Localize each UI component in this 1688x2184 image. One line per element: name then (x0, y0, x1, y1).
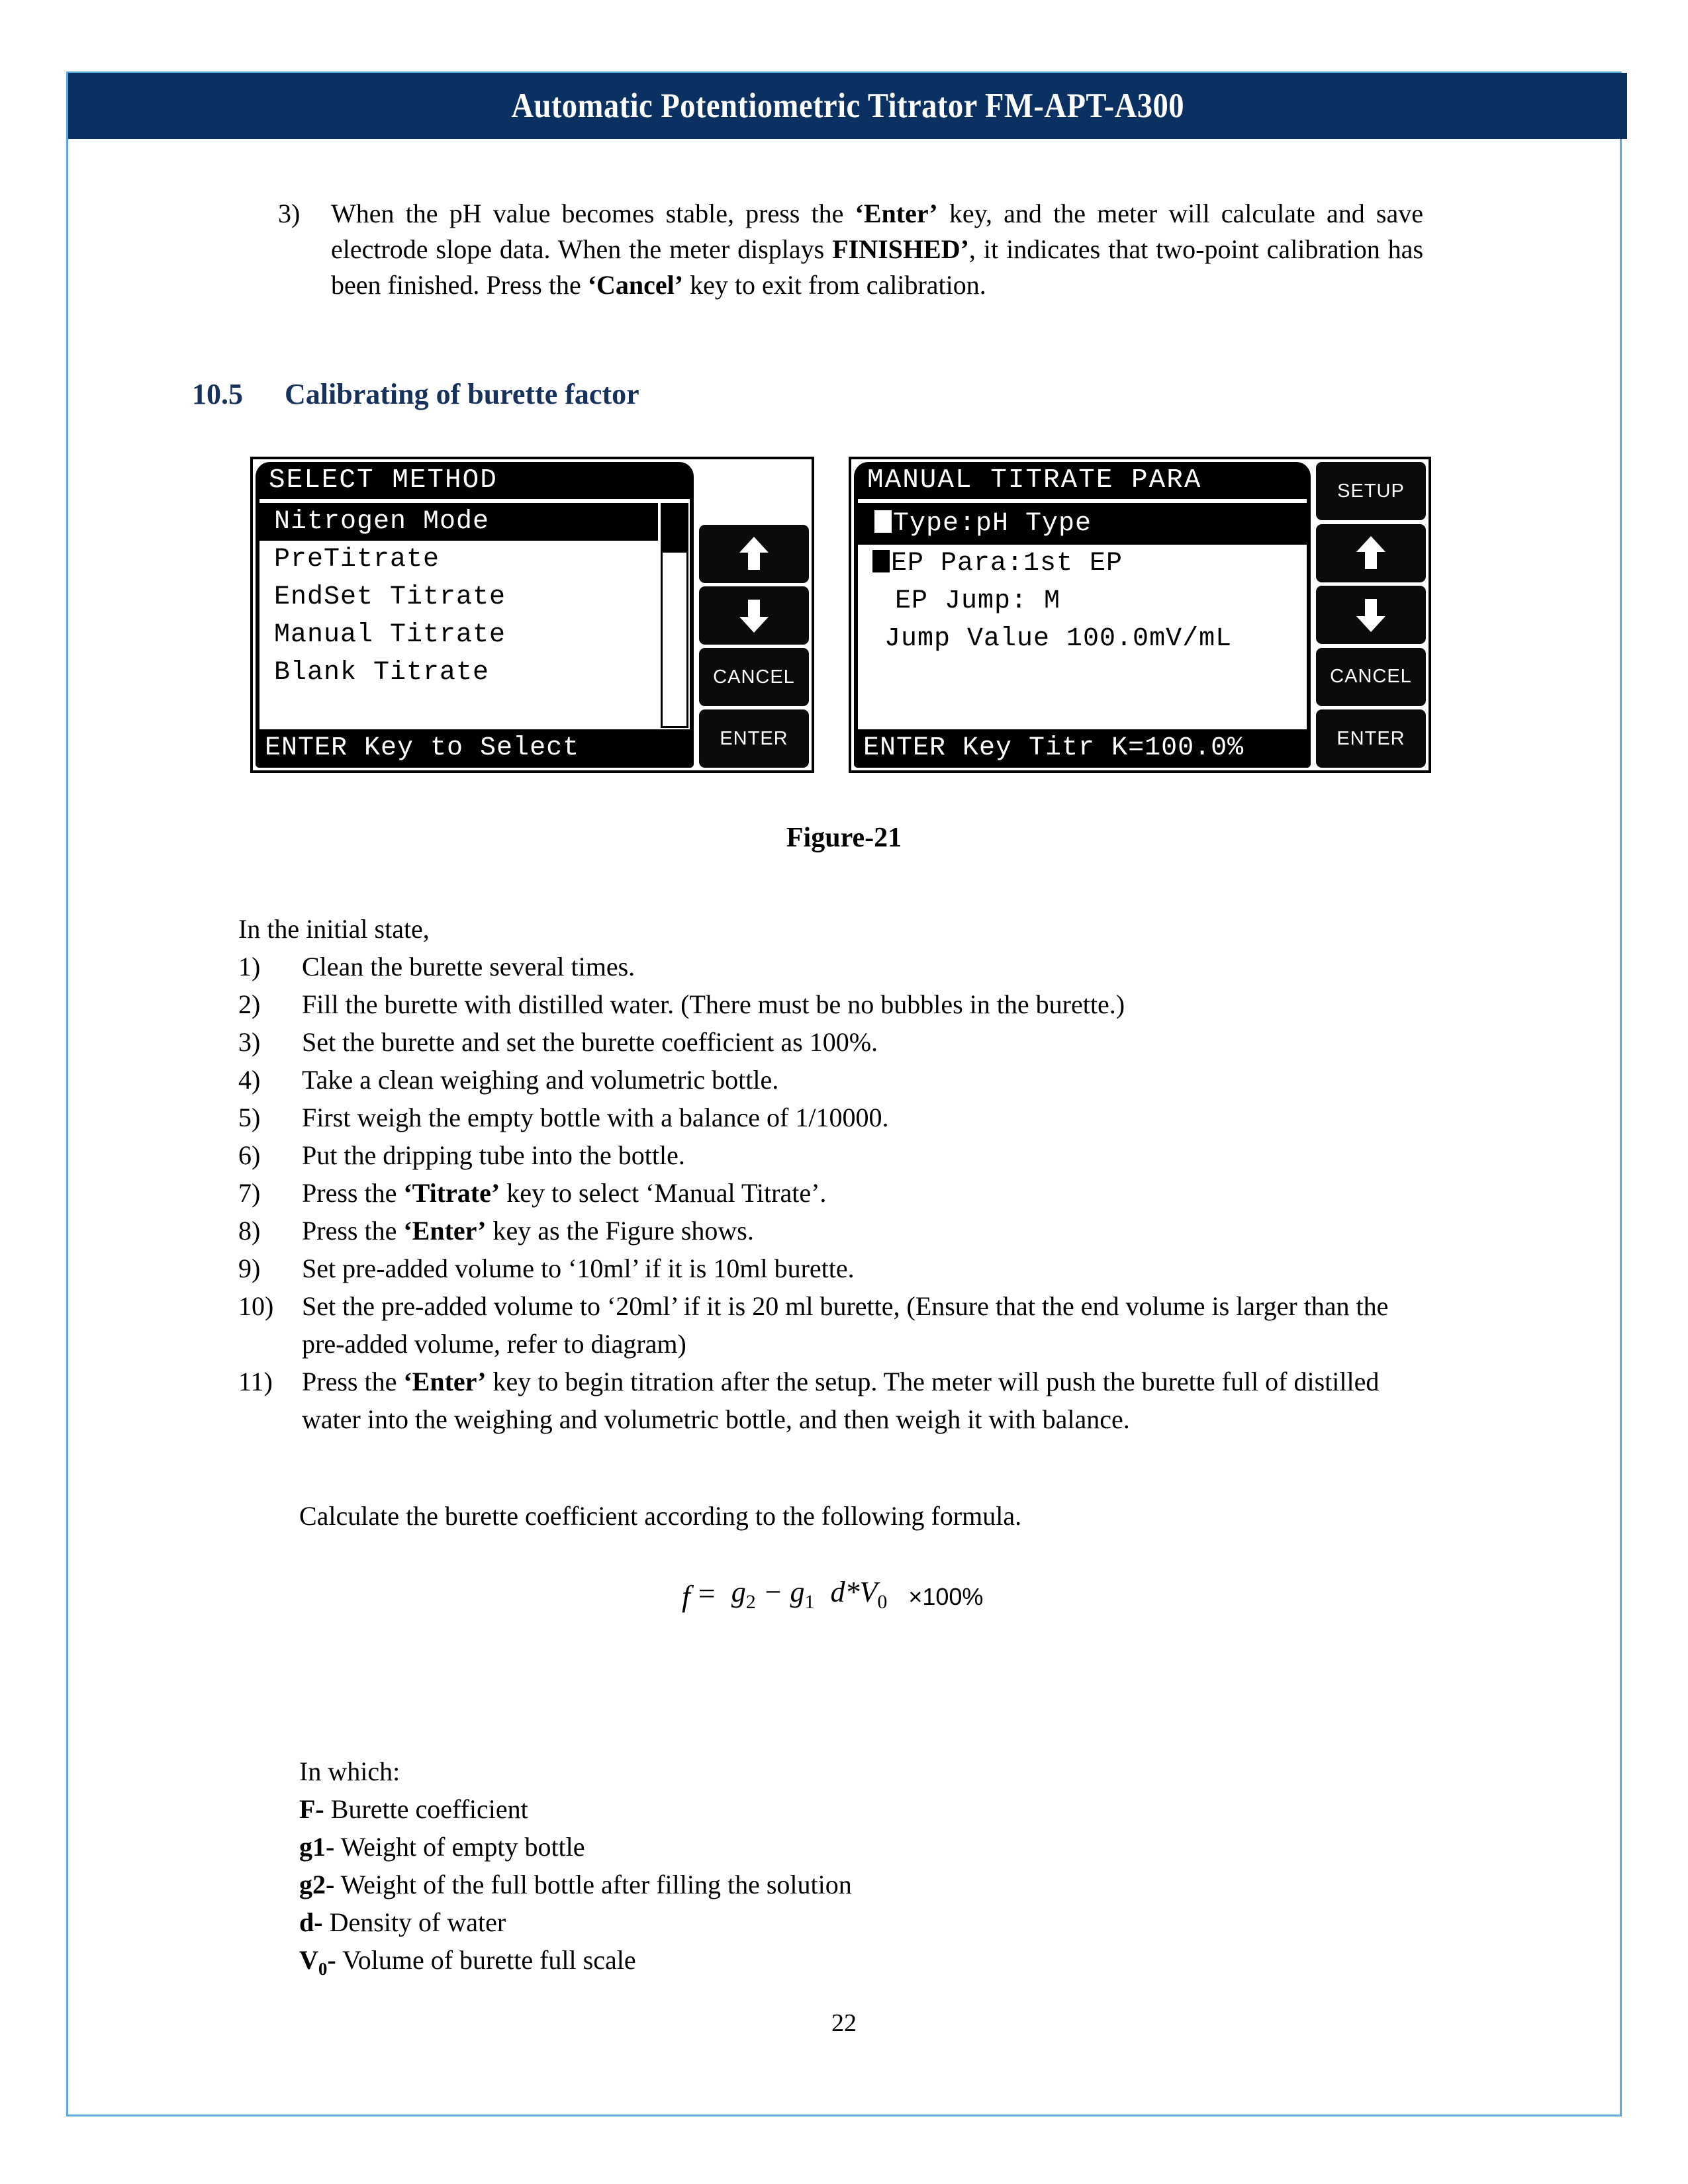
step-text: Set the pre-added volume to ‘20ml’ if it is 20 ml burette, (Ensure that the end volume is larger than the pre-added volume, refer to diagram) (302, 1291, 1389, 1359)
steps-list (238, 910, 1430, 1438)
intro-text-2: key, and the meter will calculate and save electrode slope data. When the meter displays (331, 199, 1424, 264)
burette-coefficient-formula (682, 1575, 983, 1614)
definition-description: Weight of empty bottle (334, 1832, 585, 1862)
step-text: First weigh the empty bottle with a balance of 1/10000. (302, 1103, 889, 1132)
param-row-ep-para[interactable] (858, 545, 1307, 582)
step-marker: 3) (238, 1027, 261, 1057)
step-marker: 1) (238, 952, 261, 981)
numerator-g2-sub: 2 (745, 1590, 756, 1613)
step-marker: 10) (238, 1291, 274, 1321)
step-marker: 11) (238, 1367, 273, 1396)
denominator-d: d (830, 1576, 845, 1608)
formula-denominator (823, 1573, 894, 1613)
formula-multiplier: ×100% (908, 1582, 984, 1610)
lcd-right-keypad (1316, 462, 1426, 768)
figure-caption: Figure-21 (786, 823, 902, 853)
param-row-ep-jump[interactable]: EP Jump: M (895, 586, 1061, 616)
definition-item-g1 (299, 1828, 852, 1866)
step-marker: 7) (238, 1178, 261, 1208)
definition-symbol: g2- (299, 1870, 335, 1899)
lcd-figure-select-method (250, 457, 814, 773)
step-item-4 (238, 1061, 1430, 1099)
step-marker: 8) (238, 1216, 261, 1246)
down-arrow-button-right[interactable] (1316, 586, 1426, 644)
definition-description: Weight of the full bottle after filling the solution (334, 1870, 852, 1899)
step-item-8 (238, 1212, 1430, 1250)
intro-item-marker: 3) (278, 199, 301, 228)
step-item-7 (238, 1174, 1430, 1212)
numerator-g2: g (731, 1576, 746, 1608)
up-arrow-button[interactable] (699, 525, 809, 583)
definition-symbol: g1- (299, 1832, 335, 1862)
intro-text-3: , it indicates that two-point calibration has been finished. Press the (331, 234, 1424, 300)
page-number: 22 (831, 2009, 857, 2037)
lcd-left-body (259, 499, 690, 729)
step-text: Set pre-added volume to ‘10ml’ if it is 10ml burette. (302, 1253, 855, 1283)
up-arrow-icon (1360, 536, 1382, 570)
setup-button[interactable]: SETUP (1316, 462, 1426, 520)
step-text-post: key to begin titration after the setup. The meter will push the burette full of distilled water into the weighing and volumetric bottle, and then weigh it with balance. (302, 1367, 1380, 1434)
lcd-right-title: MANUAL TITRATE PARA (867, 465, 1202, 496)
definitions-intro: In which: (299, 1756, 400, 1786)
up-arrow-button-right[interactable] (1316, 524, 1426, 582)
definition-symbol: V (299, 1945, 318, 1975)
step-bold-titrate: ‘Titrate’ (403, 1178, 500, 1208)
lcd-left-keypad (699, 462, 809, 768)
step-item-10 (238, 1287, 1430, 1363)
solid-square-icon (872, 550, 890, 572)
definition-symbol-tail: - (327, 1945, 336, 1975)
step-bold-enter: ‘Enter’ (403, 1216, 487, 1246)
enter-button[interactable]: ENTER (699, 709, 809, 768)
intro-bold-enter: ‘Enter’ (855, 199, 938, 228)
step-item-5 (238, 1099, 1430, 1136)
menu-item-nitrogen-mode[interactable]: Nitrogen Mode (259, 503, 658, 541)
cancel-button[interactable]: CANCEL (699, 648, 809, 706)
step-text-pre: Press the (302, 1178, 404, 1208)
down-arrow-icon (1360, 598, 1382, 632)
step-text-post: key to select ‘Manual Titrate’. (500, 1178, 827, 1208)
definition-item-g2 (299, 1866, 852, 1903)
down-arrow-icon (743, 598, 765, 633)
step-item-1 (238, 948, 1430, 985)
lcd-screen-left (256, 462, 694, 768)
lcd-left-scrollbar-thumb[interactable] (663, 505, 686, 553)
cancel-button-right[interactable]: CANCEL (1316, 648, 1426, 706)
step-item-3 (238, 1023, 1430, 1061)
menu-item-manual-titrate[interactable]: Manual Titrate (274, 620, 506, 650)
lcd-right-param-list (858, 499, 1307, 729)
step-item-6 (238, 1136, 1430, 1174)
lcd-left-menu-list (259, 499, 658, 729)
param-row-type-label: Type:pH Type (893, 509, 1092, 539)
step-marker: 6) (238, 1140, 261, 1170)
definition-symbol-sub: 0 (318, 1959, 328, 1979)
numerator-g1: g (790, 1576, 805, 1608)
menu-item-endset-titrate[interactable]: EndSet Titrate (274, 582, 506, 612)
step-marker: 4) (238, 1065, 261, 1095)
step-item-9 (238, 1250, 1430, 1287)
step-text: Take a clean weighing and volumetric bottle. (302, 1065, 779, 1095)
step-text: Put the dripping tube into the bottle. (302, 1140, 685, 1170)
step-marker: 9) (238, 1253, 261, 1283)
step-item-11 (238, 1363, 1430, 1438)
param-row-ep-para-label: EP Para:1st EP (891, 549, 1123, 578)
step-marker: 2) (238, 989, 261, 1019)
intro-bold-cancel: ‘Cancel’ (587, 270, 684, 300)
lcd-right-body (858, 499, 1307, 729)
calculation-note: Calculate the burette coefficient according to the following formula. (299, 1501, 1022, 1531)
definition-list (299, 1752, 852, 1988)
lcd-left-scrollbar[interactable] (661, 503, 688, 728)
section-heading (192, 377, 639, 411)
definition-item-F (299, 1790, 852, 1828)
section-number: 10.5 (192, 378, 243, 410)
intro-text-1: When the pH value becomes stable, press the (331, 199, 855, 228)
intro-paragraph (331, 196, 1423, 303)
denominator-v: V (859, 1576, 878, 1608)
definition-item-V0 (299, 1941, 852, 1988)
document-title: Automatic Potentiometric Titrator FM-APT-A300 (511, 87, 1184, 125)
lcd-right-status-bar: ENTER Key Titr K=100.0% (854, 729, 1311, 768)
step-marker: 5) (238, 1103, 261, 1132)
param-row-type[interactable] (858, 503, 1307, 545)
definition-description: Density of water (322, 1907, 506, 1937)
formula-fraction (725, 1575, 894, 1614)
denominator-v-sub: 0 (877, 1590, 888, 1613)
definition-item-d (299, 1903, 852, 1941)
step-bold-enter: ‘Enter’ (403, 1367, 487, 1396)
definition-symbol: F- (299, 1794, 324, 1824)
section-title: Calibrating of burette factor (285, 378, 639, 410)
definition-symbol: d- (299, 1907, 323, 1937)
param-row-jump-value[interactable]: Jump Value 100.0mV/mL (884, 624, 1233, 654)
formula-lhs: f (682, 1578, 690, 1613)
step-item-2 (238, 985, 1430, 1023)
definition-description: Burette coefficient (324, 1794, 528, 1824)
numerator-g1-sub: 1 (804, 1590, 815, 1613)
step-text-pre: Press the (302, 1216, 404, 1246)
menu-item-pretitrate[interactable]: PreTitrate (274, 545, 440, 574)
definition-description: Volume of burette full scale (336, 1945, 636, 1975)
step-text-pre: Press the (302, 1367, 404, 1396)
lcd-screen-right (854, 462, 1311, 768)
step-text-post: key as the Figure shows. (486, 1216, 754, 1246)
enter-button-right[interactable]: ENTER (1316, 709, 1426, 768)
steps-lead-in: In the initial state, (238, 914, 430, 944)
step-text: Set the burette and set the burette coefficient as 100%. (302, 1027, 878, 1057)
step-text: Clean the burette several times. (302, 952, 635, 981)
hollow-square-icon (874, 510, 892, 533)
lcd-left-status-bar: ENTER Key to Select (256, 729, 694, 768)
formula-equals: = (698, 1576, 716, 1610)
denominator-star: * (845, 1576, 860, 1608)
step-text: Fill the burette with distilled water. (There must be no bubbles in the burette.) (302, 989, 1125, 1019)
formula-numerator (725, 1576, 821, 1611)
menu-item-blank-titrate[interactable]: Blank Titrate (274, 658, 490, 688)
intro-bold-finished: FINISHED’ (832, 234, 969, 264)
up-arrow-icon (743, 537, 765, 571)
down-arrow-button[interactable] (699, 586, 809, 645)
lcd-figure-manual-titrate-para (849, 457, 1431, 773)
lcd-left-title: SELECT METHOD (269, 465, 498, 496)
formula-minus: − (763, 1576, 783, 1608)
intro-text-4: key to exit from calibration. (683, 270, 986, 300)
